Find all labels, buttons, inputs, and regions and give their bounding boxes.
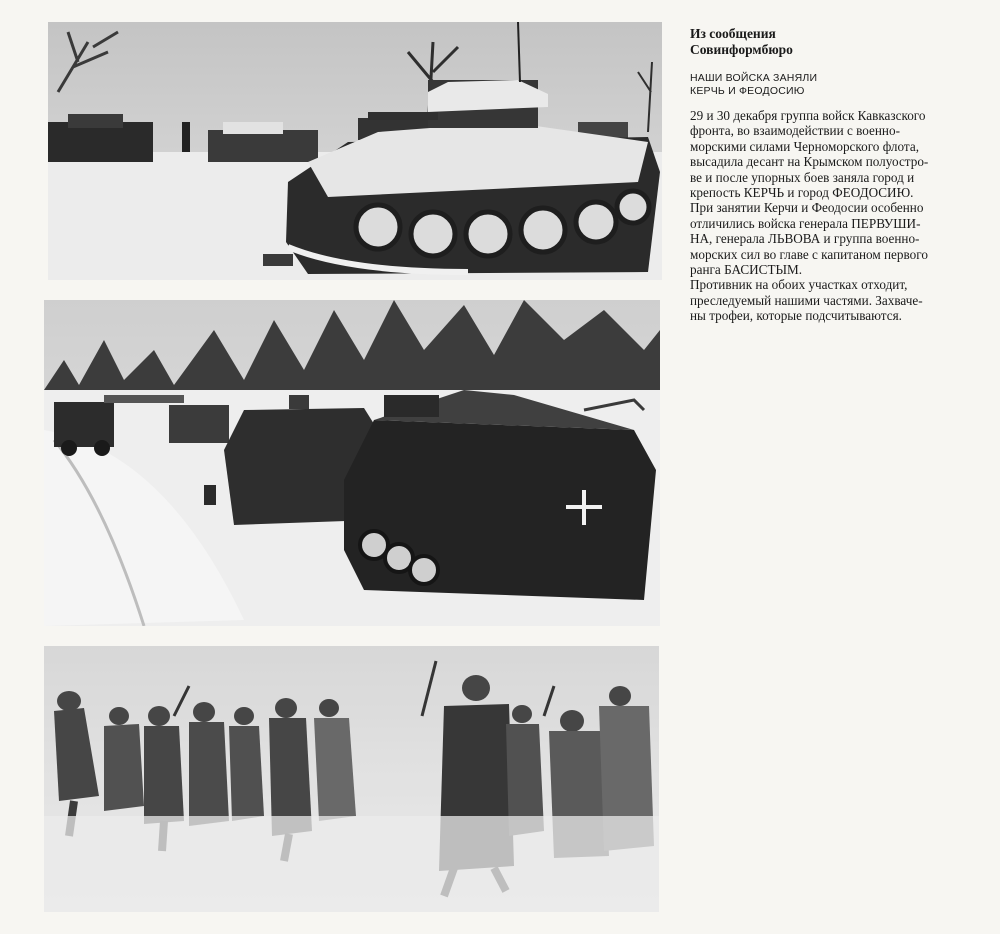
body-line: крепость КЕРЧЬ и город ФЕОДОСИЮ. bbox=[690, 185, 914, 201]
article-column bbox=[690, 26, 980, 324]
heading-line-2: Совинформбюро bbox=[690, 42, 793, 57]
body-line: НА, генерала ЛЬВОВА и группа военно- bbox=[690, 231, 920, 247]
body-line: ранга БАСИСТЫМ. bbox=[690, 262, 803, 278]
body-line: 29 и 30 декабря группа войск Кавказского bbox=[690, 108, 926, 123]
body-line: высадила десант на Крымском полуостро- bbox=[690, 154, 929, 170]
subheading-line-1: НАШИ ВОЙСКА ЗАНЯЛИ bbox=[690, 72, 818, 84]
article-body bbox=[690, 108, 980, 324]
article-subheading bbox=[690, 72, 980, 98]
photo-soldiers-in-snowstorm bbox=[44, 646, 659, 912]
photo-abandoned-halftracks bbox=[44, 300, 660, 626]
body-line: преследуемый нашими частями. Захваче- bbox=[690, 292, 923, 308]
heading-line-1: Из сообщения bbox=[690, 26, 776, 41]
body-line: морских сил во главе с капитаном первого bbox=[690, 246, 928, 262]
body-line: При занятии Керчи и Феодосии особенно bbox=[690, 200, 924, 216]
body-line: ны трофеи, которые подсчитываются. bbox=[690, 308, 902, 324]
subheading-line-2: КЕРЧЬ И ФЕОДОСИЮ bbox=[690, 85, 805, 97]
body-line: Противник на обоих участках отходит, bbox=[690, 277, 908, 293]
body-line: отличились войска генерала ПЕРВУШИ- bbox=[690, 215, 921, 231]
body-line: фронта, во взаимодействии с военно- bbox=[690, 123, 900, 139]
body-line: морскими силами Черноморского флота, bbox=[690, 138, 919, 154]
body-line: ве и после упорных боев заняла город и bbox=[690, 169, 915, 185]
photo-snow-covered-tanks bbox=[48, 22, 662, 280]
article-heading bbox=[690, 26, 980, 58]
